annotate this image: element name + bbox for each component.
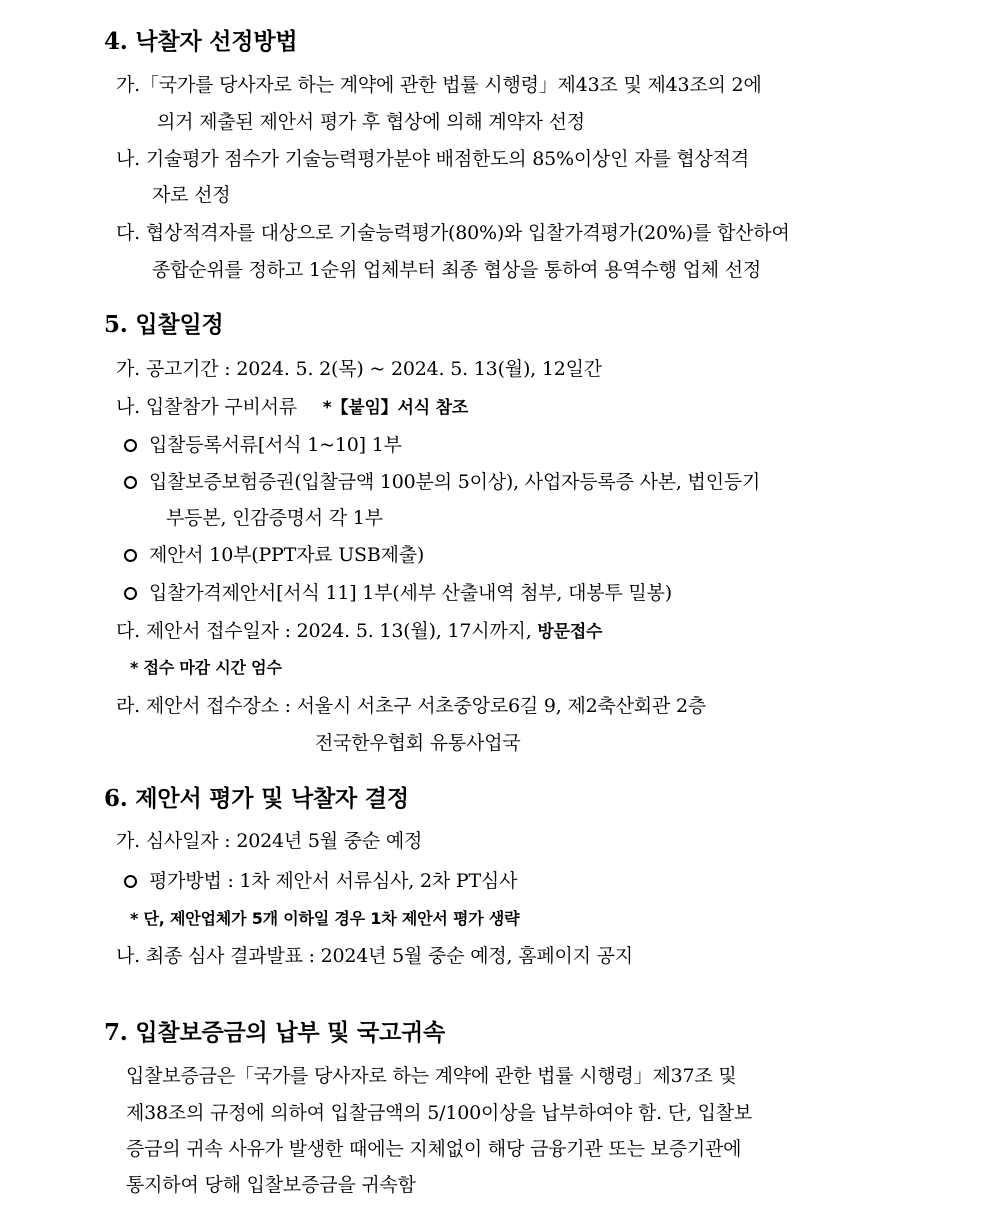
s4-da-line2: 종합순위를 정하고 1순위 업체부터 최종 협상을 통하여 용역수행 업체 선정: [152, 259, 762, 281]
s5-ra: 라. 제안서 접수장소 : 서울시 서초구 서초중앙로6길 9, 제2축산회관 2층: [116, 695, 706, 717]
s7-p2: 제38조의 규정에 의하여 입찰금액의 5/100이상을 납부하여야 함. 단, 입찰보: [126, 1102, 753, 1124]
s6-na: 나. 최종 심사 결과발표 : 2024년 5월 중순 예정, 홈페이지 공지: [116, 945, 633, 967]
s6-ga: 가. 심사일자 : 2024년 5월 중순 예정: [116, 830, 423, 852]
s5-da-bold: 방문접수: [537, 622, 603, 642]
section-7-title: 7. 입찰보증금의 납부 및 국고귀속: [104, 1019, 446, 1046]
s4-ga-line2: 의거 제출된 제안서 평가 후 협상에 의해 계약자 선정: [157, 111, 585, 133]
s5-item-3: 제안서 10부(PPT자료 USB제출): [124, 543, 424, 567]
s4-da-line1: 다. 협상적격자를 대상으로 기술능력평가(80%)와 입찰가격평가(20%)를 합산하여: [116, 222, 790, 244]
section-4-title: 4. 낙찰자 선정방법: [104, 28, 298, 55]
s6-method: 평가방법 : 1차 제안서 서류심사, 2차 PT심사: [124, 869, 517, 893]
s4-na-line2: 자로 선정: [152, 184, 231, 206]
s4-ga-line1: 가.「국가를 당사자로 하는 계약에 관한 법률 시행령」제43조 및 제43조의 2에: [116, 74, 762, 96]
s5-item-1: 입찰등록서류[서식 1~10] 1부: [124, 433, 402, 457]
s5-item-2: 입찰보증보험증권(입찰금액 100분의 5이상), 사업자등록증 사본, 법인등기: [124, 470, 760, 494]
s5-da: 다. 제안서 접수일자 : 2024. 5. 13(월), 17시까지, 방문접수: [116, 620, 603, 642]
s5-item-4: 입찰가격제안서[서식 11] 1부(세부 산출내역 첨부, 대봉투 밀봉): [124, 581, 672, 605]
s5-na: [116, 395, 468, 420]
circle-bullet-icon: [124, 439, 137, 452]
s5-item-2-cont: 부등본, 인감증명서 각 1부: [166, 507, 383, 529]
s7-p4: 통지하여 당해 입찰보증금을 귀속함: [126, 1174, 416, 1196]
s5-na-label: 나. 입찰참가 구비서류: [116, 396, 297, 418]
circle-bullet-icon: [124, 549, 137, 562]
s5-na-note: *【붙임】서식 참조: [322, 398, 469, 418]
s4-na-line1: 나. 기술평가 점수가 기술능력평가분야 배점한도의 85%이상인 자를 협상적격: [116, 148, 749, 170]
s5-ra-cont: 전국한우협회 유통사업국: [315, 732, 521, 754]
section-6-title: 6. 제안서 평가 및 낙찰자 결정: [104, 785, 409, 812]
circle-bullet-icon: [124, 875, 137, 888]
circle-bullet-icon: [124, 587, 137, 600]
s7-p3: 증금의 귀속 사유가 발생한 때에는 지체없이 해당 금융기관 또는 보증기관에: [126, 1138, 742, 1160]
section-5-title: 5. 입찰일정: [104, 311, 224, 338]
s5-da-note: * 접수 마감 시간 엄수: [130, 658, 282, 677]
s6-note: * 단, 제안업체가 5개 이하일 경우 1차 제안서 평가 생략: [130, 909, 520, 928]
s5-ga: 가. 공고기간 : 2024. 5. 2(목) ~ 2024. 5. 13(월), 12일간: [116, 358, 602, 380]
circle-bullet-icon: [124, 476, 137, 489]
s7-p1: 입찰보증금은「국가를 당사자로 하는 계약에 관한 법률 시행령」제37조 및: [126, 1065, 737, 1087]
